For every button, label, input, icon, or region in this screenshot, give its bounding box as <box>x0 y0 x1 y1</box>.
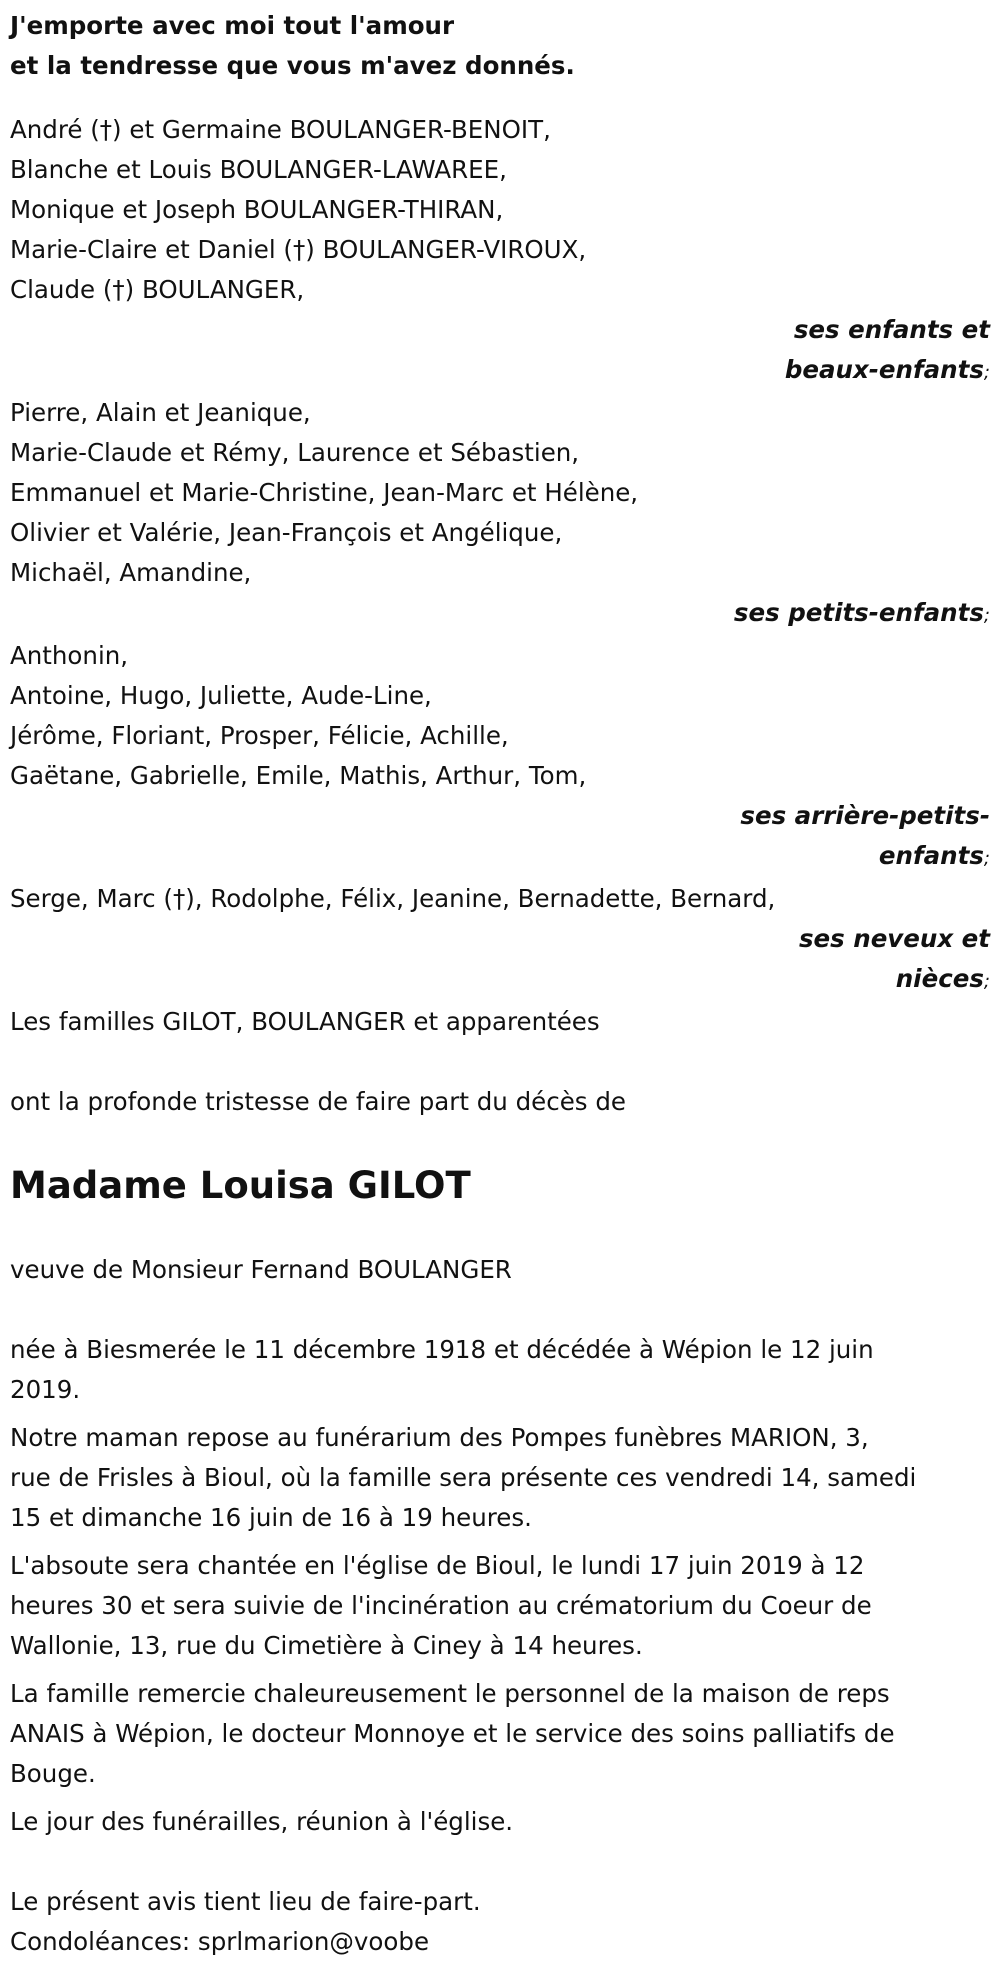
grandchildren-label-line <box>10 593 990 636</box>
children-name-line: Blanche et Louis BOULANGER-LAWAREE, <box>10 155 507 184</box>
grandchildren-label: ses petits-enfants <box>733 598 984 627</box>
great-grandchildren-name-line: Gaëtane, Gabrielle, Emile, Mathis, Arthur, Tom, <box>10 761 587 790</box>
funerarium-line-2: rue de Frisles à Bioul, où la famille sera présente ces vendredi 14, samedi <box>10 1463 917 1492</box>
obituary-document <box>10 6 995 1962</box>
thanks-line-1: La famille remercie chaleureusement le personnel de la maison de reps <box>10 1679 890 1708</box>
thanks-line-2: ANAIS à Wépion, le docteur Monnoye et le service des soins palliatifs de <box>10 1719 895 1748</box>
grandchildren-name-line: Marie-Claude et Rémy, Laurence et Sébastien, <box>10 438 580 467</box>
children-list <box>10 110 995 310</box>
children-label-line-1: ses enfants et <box>793 315 990 344</box>
epigraph-line-2: et la tendresse que vous m'avez donnés. <box>10 51 575 80</box>
nephews-label: nièces <box>895 964 984 993</box>
grandchildren-name-line: Michaël, Amandine, <box>10 558 252 587</box>
great-grandchildren-label: enfants <box>878 841 984 870</box>
ceremony-line-1: L'absoute sera chantée en l'église de Bioul, le lundi 17 juin 2019 à 12 <box>10 1551 865 1580</box>
nephews-name-line: Serge, Marc (†), Rodolphe, Félix, Jeanine, Bernadette, Bernard, <box>10 884 776 913</box>
grandchildren-name-line: Emmanuel et Marie-Christine, Jean-Marc et Hélène, <box>10 478 639 507</box>
ceremony-line-3: Wallonie, 13, rue du Cimetière à Ciney à 14 heures. <box>10 1631 643 1660</box>
notice-line: Le présent avis tient lieu de faire-part. <box>10 1887 481 1916</box>
funerarium-line-3: 15 et dimanche 16 juin de 16 à 19 heures. <box>10 1503 532 1532</box>
families-line: Les familles GILOT, BOULANGER et apparentées <box>10 1007 600 1036</box>
ceremony-line-2: heures 30 et sera suivie de l'incinération au crématorium du Coeur de <box>10 1591 872 1620</box>
widow-of-line: veuve de Monsieur Fernand BOULANGER <box>10 1255 512 1284</box>
great-grandchildren-label-line-2 <box>10 836 990 879</box>
epigraph-line-1: J'emporte avec moi tout l'amour <box>10 11 455 40</box>
grandchildren-name-line: Pierre, Alain et Jeanique, <box>10 398 311 427</box>
announcement-line: ont la profonde tristesse de faire part du décès de <box>10 1087 626 1116</box>
birth-death-line-1: née à Biesmerée le 11 décembre 1918 et décédée à Wépion le 12 juin <box>10 1335 874 1364</box>
grandchildren-label-punct: ; <box>983 605 990 626</box>
great-grandchildren-name-line: Jérôme, Floriant, Prosper, Félicie, Achille, <box>10 721 509 750</box>
nephews-label-line-2 <box>10 959 990 1002</box>
deceased-name: Madame Louisa GILOT <box>10 1164 471 1207</box>
children-name-line: Monique et Joseph BOULANGER-THIRAN, <box>10 195 504 224</box>
great-grandchildren-name-line: Anthonin, <box>10 641 129 670</box>
great-grandchildren-list <box>10 636 995 796</box>
children-name-line: Claude (†) BOULANGER, <box>10 275 305 304</box>
gathering-line: Le jour des funérailles, réunion à l'église. <box>10 1807 514 1836</box>
children-label: beaux-enfants <box>784 355 984 384</box>
children-name-line: André (†) et Germaine BOULANGER-BENOIT, <box>10 115 551 144</box>
great-grandchildren-name-line: Antoine, Hugo, Juliette, Aude-Line, <box>10 681 432 710</box>
funerarium-line-1: Notre maman repose au funérarium des Pompes funèbres MARION, 3, <box>10 1423 869 1452</box>
children-name-line: Marie-Claire et Daniel (†) BOULANGER-VIROUX, <box>10 235 587 264</box>
nephews-label-line-1: ses neveux et <box>798 924 990 953</box>
thanks-line-3: Bouge. <box>10 1759 96 1788</box>
grandchildren-name-line: Olivier et Valérie, Jean-François et Angélique, <box>10 518 563 547</box>
great-grandchildren-label-punct: ; <box>983 848 990 869</box>
children-label-line-2 <box>10 350 990 393</box>
grandchildren-list <box>10 393 995 593</box>
nephews-label-punct: ; <box>983 971 990 992</box>
children-label-punct: ; <box>983 362 990 383</box>
condolences-line: Condoléances: sprlmarion@voobe <box>10 1927 430 1956</box>
birth-death-line-2: 2019. <box>10 1375 81 1404</box>
great-grandchildren-label-line-1: ses arrière-petits- <box>740 801 990 830</box>
